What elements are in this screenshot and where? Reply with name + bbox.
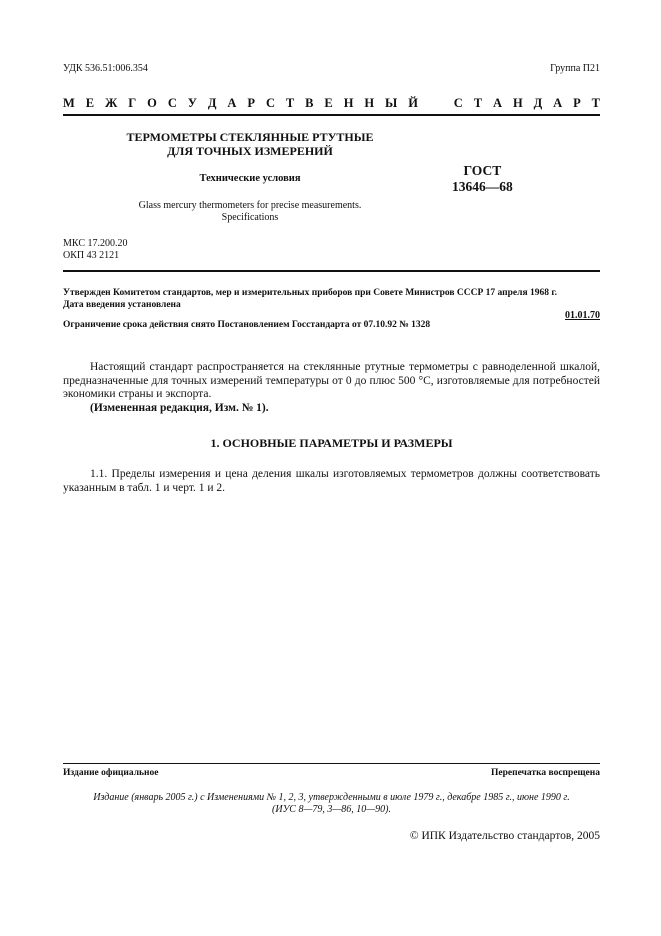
heading-letter: Т: [591, 96, 600, 110]
heading-letter: У: [187, 96, 197, 110]
validity-limit-note: Ограничение срока действия снято Постановлением Госстандарта от 07.10.92 № 1328: [63, 320, 431, 330]
gost-label: ГОСТ: [463, 163, 502, 178]
heading-letter: Й: [408, 96, 418, 110]
heading-letter: Р: [573, 96, 581, 110]
heading-letter: Н: [512, 96, 523, 110]
heading-letter: Ы: [385, 96, 398, 110]
heading-letter: А: [227, 96, 237, 110]
footer-rule: [63, 763, 600, 764]
edition-note-line-2: (ИУС 8—79, 3—86, 10—90).: [272, 804, 391, 815]
mks-code: МКС 17.200.20: [63, 238, 128, 249]
approval-block: [63, 287, 600, 311]
heading-letter: Д: [207, 96, 217, 110]
english-title-line-1: Glass mercury thermometers for precise measurements.: [138, 200, 362, 211]
heading-letter: А: [493, 96, 503, 110]
english-title-line-2: Specifications: [221, 212, 279, 223]
heading-letter: Р: [247, 96, 256, 110]
heading-letter: Н: [364, 96, 375, 110]
classification-codes: [63, 238, 127, 262]
heading-letter: Н: [343, 96, 354, 110]
heading-letter: Д: [533, 96, 543, 110]
heading-letter: Г: [128, 96, 137, 110]
heading-letter: В: [305, 96, 314, 110]
gost-number: 13646—68: [452, 179, 513, 194]
heading-letter: О: [147, 96, 157, 110]
clause-1-1: [63, 468, 600, 495]
heading-letter: М: [63, 96, 75, 110]
heading-letter: А: [553, 96, 563, 110]
heading-letter: С: [453, 96, 463, 110]
heading-letter: Е: [324, 96, 333, 110]
heading-letter: Ж: [105, 96, 118, 110]
edition-note-line-1: Издание (январь 2005 г.) с Изменениями № 1, 2, 3, утвержденными в июле 1979 г., декабре 1985 г., июне 1990 г.: [93, 792, 570, 803]
okp-code: ОКП 43 2121: [63, 250, 120, 261]
document-title: [100, 130, 400, 158]
section-heading: 1. ОСНОВНЫЕ ПАРАМЕТРЫ И РАЗМЕРЫ: [210, 436, 453, 450]
header-rule: [63, 114, 600, 116]
group-code: Группа П21: [550, 63, 600, 74]
reprint-prohibited-label: Перепечатка воспрещена: [490, 768, 600, 778]
interstate-standard-heading: [63, 96, 600, 111]
heading-letter: Т: [285, 96, 295, 110]
title-line-2: ДЛЯ ТОЧНЫХ ИЗМЕРЕНИЙ: [167, 144, 333, 158]
heading-letter: С: [167, 96, 177, 110]
heading-letter: С: [265, 96, 275, 110]
heading-letter: Е: [85, 96, 95, 110]
edition-note: [63, 792, 600, 816]
udk-code: УДК 536.51:006.354: [63, 63, 148, 74]
scope-text: Настоящий стандарт распространяется на стеклянные ртутные термометры с равноделенной шкалой, предназначенные для точных измерений температуры от 0 до плюс 500 °С, изготовляемые для потребностей экономики страны и экспорта.: [63, 361, 600, 400]
approval-text: Утвержден Комитетом стандартов, мер и измерительных приборов при Совете Министров СССР 17 апреля 1968 г.: [63, 288, 557, 298]
title-block-rule: [63, 270, 600, 272]
heading-gap: [429, 96, 443, 111]
english-title: [100, 200, 400, 224]
scope-paragraph: [63, 361, 600, 415]
introduction-date: 01.01.70: [565, 310, 600, 321]
title-line-1: ТЕРМОМЕТРЫ СТЕКЛЯННЫЕ РТУТНЫЕ: [126, 130, 374, 144]
copyright-notice: © ИПК Издательство стандартов, 2005: [409, 830, 600, 842]
official-edition-label: Издание официальное: [63, 768, 159, 778]
amendment-note: (Измененная редакция, Изм. № 1).: [90, 401, 269, 414]
document-subtitle: Технические условия: [199, 173, 301, 184]
introduction-date-label: Дата введения установлена: [63, 300, 181, 310]
heading-letter: Т: [473, 96, 483, 110]
clause-1-1-text: 1.1. Пределы измерения и цена деления шкалы изготовляемых термометров должны соответствовать указанным в табл. 1 и черт. 1 и 2.: [63, 468, 600, 494]
gost-designation: [452, 163, 513, 195]
